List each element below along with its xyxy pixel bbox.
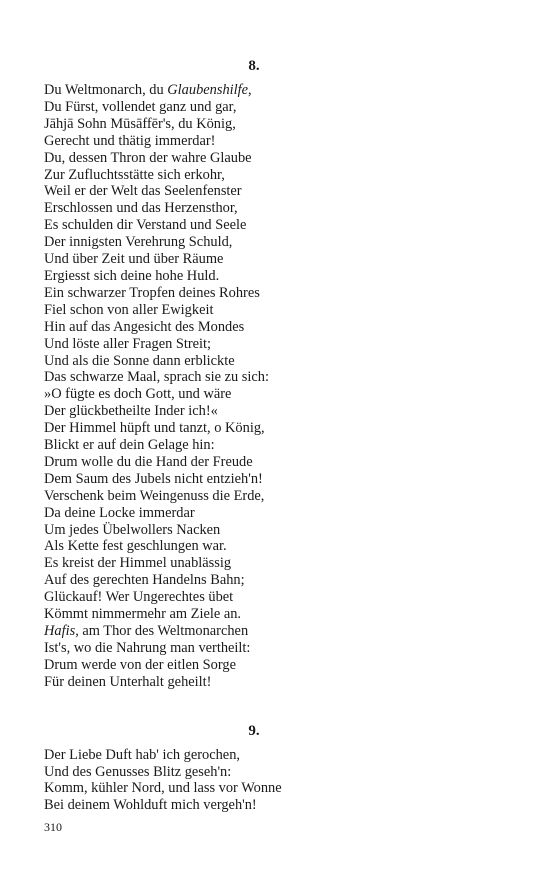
verse-line: Gerecht und thätig immerdar! — [44, 132, 216, 149]
verse-line: Da deine Locke immerdar — [44, 504, 195, 521]
verse-line: Und über Zeit und über Räume — [44, 251, 224, 268]
verse-line: Kömmt nimmermehr am Ziele an. — [44, 606, 242, 623]
poem-number-8: 8. — [248, 58, 260, 74]
verse-line — [44, 82, 514, 99]
verse-line: Komm, kühler Nord, und lass vor Wonne — [44, 780, 282, 797]
verse-line: Der glückbetheilte Inder ich!« — [44, 403, 218, 420]
verse-line: Der innigsten Verehrung Schuld, — [44, 234, 233, 251]
verse-line: Zur Zufluchtsstätte sich erkohr, — [44, 166, 225, 183]
verse-line: Blickt er auf dein Gelage hin: — [44, 437, 215, 454]
verse-line: Es schulden dir Verstand und Seele — [44, 217, 247, 234]
poem-8-lines — [44, 82, 514, 691]
verse-line: Drum wolle du die Hand der Freude — [44, 453, 253, 470]
verse-line — [44, 623, 514, 640]
poem-9-lines — [44, 747, 514, 815]
verse-line: Ist's, wo die Nahrung man vertheilt: — [44, 639, 251, 656]
verse-line: Ergiesst sich deine hohe Huld. — [44, 267, 220, 284]
verse-line: Und des Genusses Blitz geseh'n: — [44, 763, 232, 780]
verse-line: Und als die Sonne dann erblickte — [44, 352, 235, 369]
section-gap — [44, 691, 514, 721]
verse-line: Und löste aller Fragen Streit; — [44, 335, 212, 352]
verse-line: Für deinen Unterhalt geheilt! — [44, 673, 212, 690]
verse-line: Glückauf! Wer Ungerechtes übet — [44, 589, 234, 606]
verse-line: Als Kette fest geschlungen war. — [44, 538, 227, 555]
verse-line: Du, dessen Thron der wahre Glaube — [44, 149, 252, 166]
verse-line: Erschlossen und das Herzensthor, — [44, 200, 238, 217]
verse-line: Um jedes Übelwollers Nacken — [44, 521, 221, 538]
verse-line: »O fügte es doch Gott, und wäre — [44, 386, 232, 403]
verse-line: Weil er der Welt das Seelenfenster — [44, 183, 242, 200]
verse-line: Auf des gerechten Handelns Bahn; — [44, 572, 245, 589]
verse-italic-text: Hafis — [44, 623, 76, 639]
verse-line: Drum werde von der eitlen Sorge — [44, 656, 236, 673]
verse-line: Der Himmel hüpft und tanzt, o König, — [44, 420, 265, 437]
verse-line: Fiel schon von aller Ewigkeit — [44, 301, 214, 318]
verse-text: Du Weltmonarch, du — [44, 82, 168, 98]
verse-line: Du Fürst, vollendet ganz und gar, — [44, 98, 237, 115]
verse-line: Es kreist der Himmel unablässig — [44, 555, 232, 572]
verse-line: Das schwarze Maal, sprach sie zu sich: — [44, 369, 269, 386]
verse-line: Jāhjā Sohn Mūsāffēr's, du König, — [44, 115, 236, 132]
poem-number-9: 9. — [248, 722, 260, 739]
verse-line: Bei deinem Wohlduft mich vergeh'n! — [44, 797, 257, 814]
verse-line: Verschenk beim Weingenuss die Erde, — [44, 487, 265, 504]
verse-line: Hin auf das Angesicht des Mondes — [44, 318, 245, 335]
verse-line: Der Liebe Duft hab' ich gerochen, — [44, 746, 240, 763]
verse-text: , am Thor des Weltmonarchen — [75, 623, 249, 639]
verse-line: Ein schwarzer Tropfen deines Rohres — [44, 284, 260, 301]
page-number: 310 — [44, 820, 62, 834]
verse-italic-text: Glaubenshilfe, — [167, 82, 252, 98]
book-page — [44, 56, 514, 814]
verse-line: Dem Saum des Jubels nicht entzieh'n! — [44, 470, 263, 487]
